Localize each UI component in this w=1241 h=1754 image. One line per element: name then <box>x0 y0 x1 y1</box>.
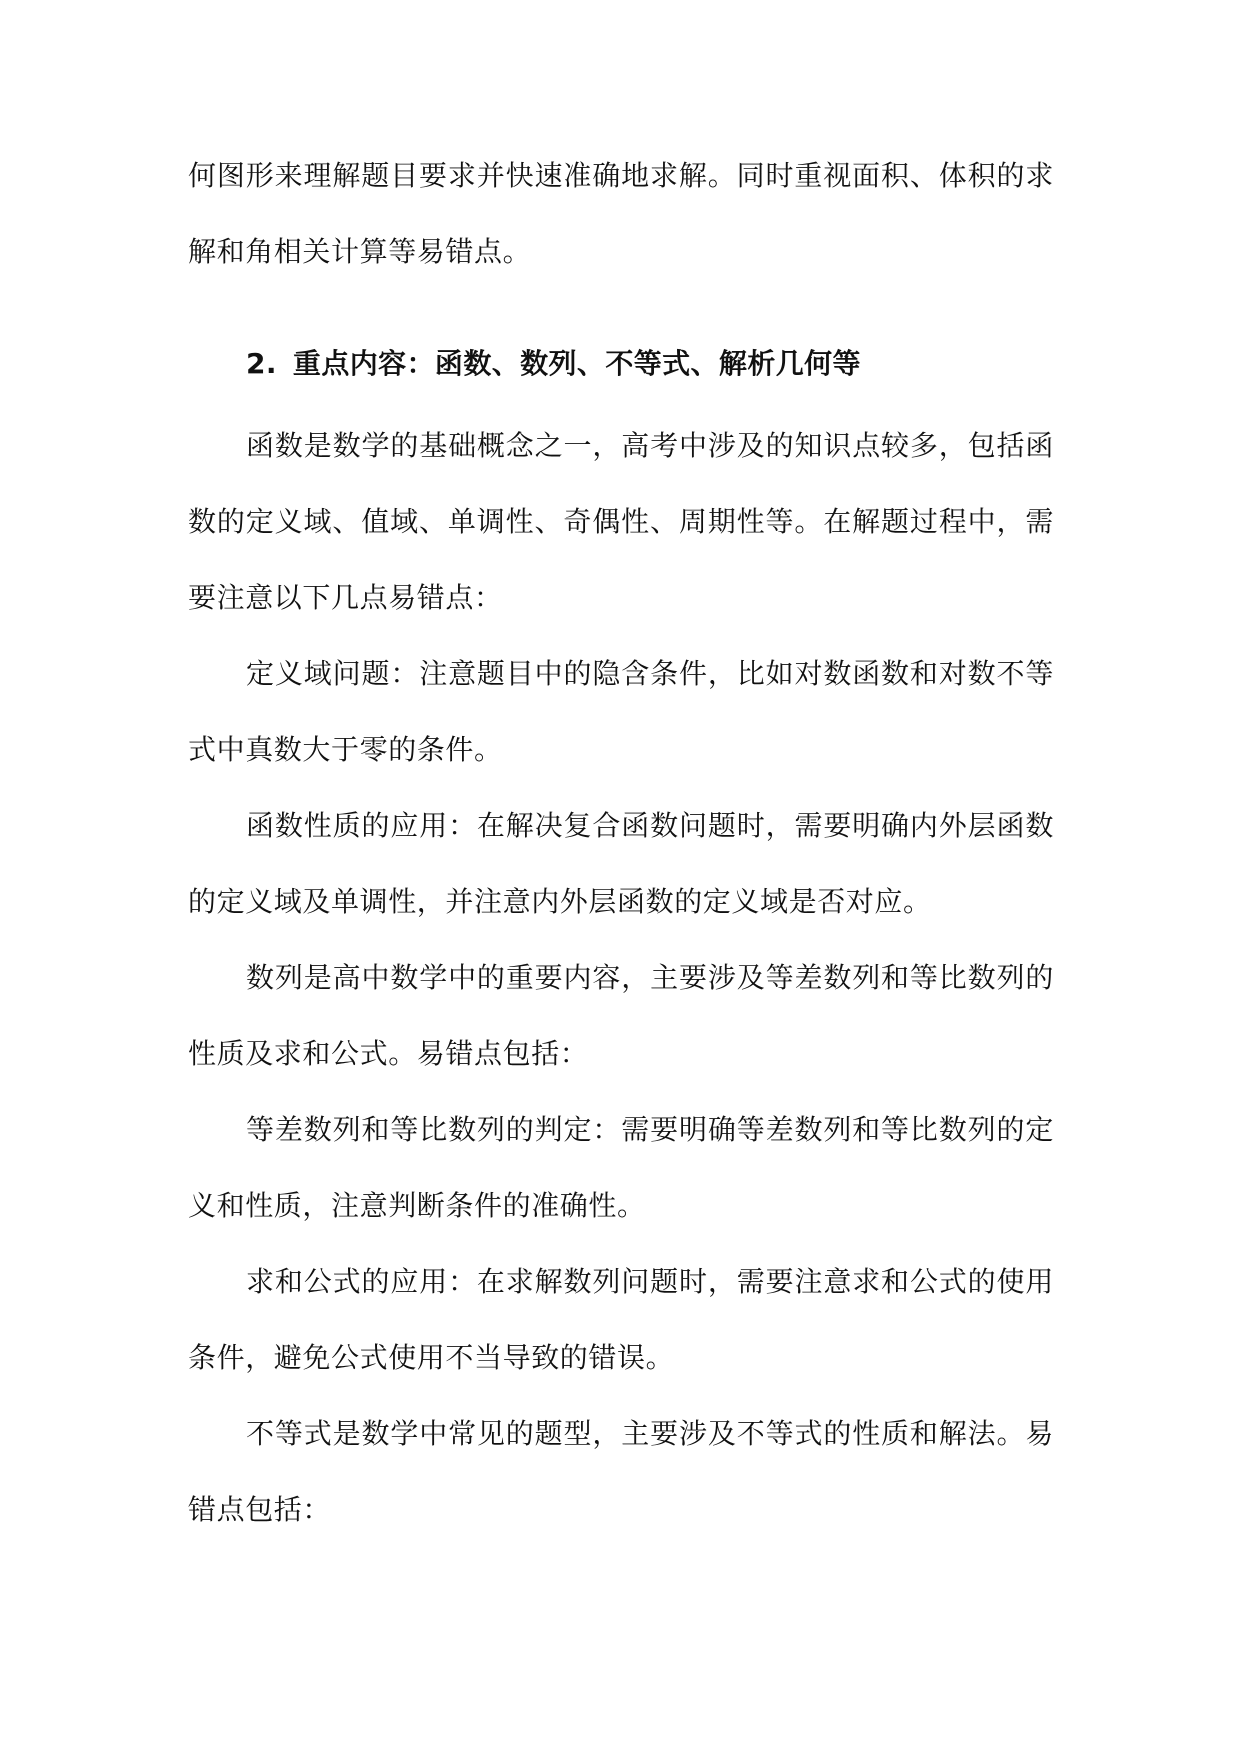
paragraph-sequence-judgement: 等差数列和等比数列的判定：需要明确等差数列和等比数列的定义和性质，注意判断条件的准确性。 <box>188 1113 1054 1222</box>
intro-paragraph: 何图形来理解题目要求并快速准确地求解。同时重视面积、体积的求解和角相关计算等易错点。 <box>188 159 1054 268</box>
paragraph-inequalities-intro: 不等式是数学中常见的题型，主要涉及不等式的性质和解法。易错点包括： <box>188 1417 1054 1526</box>
section-number: 2. <box>246 347 277 380</box>
paragraph-functions-intro: 函数是数学的基础概念之一，高考中涉及的知识点较多，包括函数的定义域、值域、单调性、奇偶性、周期性等。在解题过程中，需要注意以下几点易错点： <box>188 429 1054 614</box>
paragraph-domain-issue: 定义域问题：注意题目中的隐含条件，比如对数函数和对数不等式中真数大于零的条件。 <box>188 657 1054 766</box>
paragraph-sequences-intro: 数列是高中数学中的重要内容，主要涉及等差数列和等比数列的性质及求和公式。易错点包括： <box>188 961 1054 1070</box>
document-page <box>188 138 1054 1548</box>
paragraph-function-properties: 函数性质的应用：在解决复合函数问题时，需要明确内外层函数的定义域及单调性，并注意内外层函数的定义域是否对应。 <box>188 809 1054 918</box>
section-heading <box>188 290 1054 402</box>
section-title: 重点内容：函数、数列、不等式、解析几何等 <box>292 347 861 380</box>
paragraph-sum-formula: 求和公式的应用：在求解数列问题时，需要注意求和公式的使用条件，避免公式使用不当导致的错误。 <box>188 1265 1054 1374</box>
